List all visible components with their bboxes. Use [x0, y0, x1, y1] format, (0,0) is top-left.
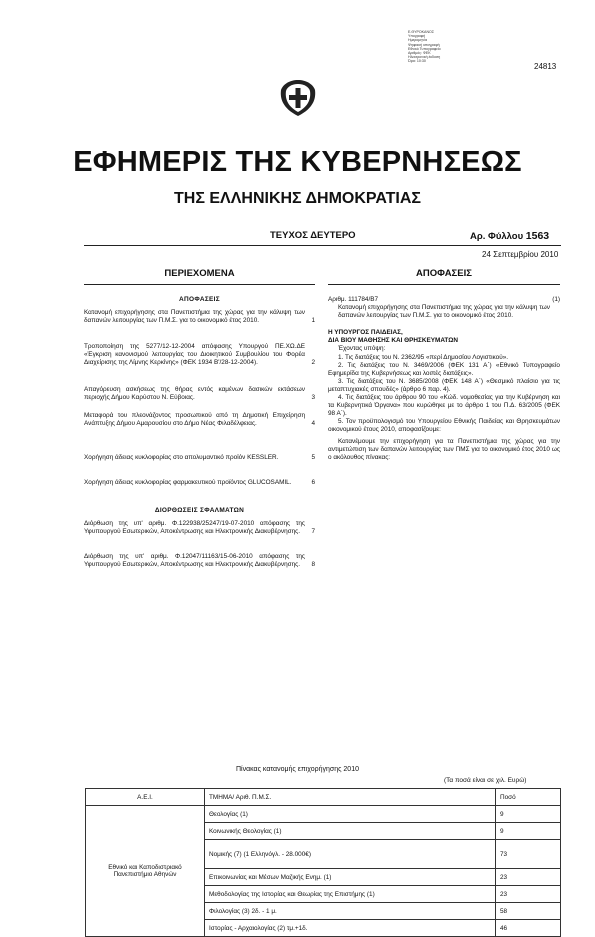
- toc-entry-text: Απαγόρευση ασκήσεως της θήρας εντός καμένων δασικών εκτάσεων περιοχής Δήμου Καρύστου Ν. Εύβοιας.: [84, 386, 305, 402]
- toc-entry-page: 1: [311, 317, 315, 325]
- toc-entry-page: 6: [311, 479, 315, 486]
- table-caption: Πίνακας κατανομής επιχορήγησης 2010: [235, 766, 359, 773]
- stamp-line: Εθνικό Τυπογραφείο: [408, 46, 441, 51]
- contents-heading: ΠΕΡΙΕΧΟΜΕΝΑ: [164, 268, 235, 279]
- decisions-heading: ΑΠΟΦΑΣΕΙΣ: [416, 268, 472, 279]
- considering-label: Έχοντας υπόψη:: [338, 345, 386, 353]
- toc-entry-text: Τροποποίηση της 5277/12-12-2004 απόφασης Υπουργού ΠΕ.ΧΩ.ΔΕ «Έγκριση κανονισμού λειτουργίας του Διοικητικού Συμβουλίου του Φορέα Διαχείρισης της Λίμνης Κερκίνης» (ΦΕΚ 1934 Β'/28-12-2004).: [84, 343, 305, 367]
- decisions-section-label: ΑΠΟΦΑΣΕΙΣ: [179, 296, 220, 303]
- stamp-line: Ψηφιακή υπογραφή: [408, 42, 440, 47]
- toc-entry-text: Διόρθωση της υπ' αριθμ. Φ.122938/25247/19-07-2010 απόφασης της Υφυπουργού Εσωτερικών, Αποκέντρωσης και Ηλεκτρονικής Διακυβέρνησης.: [84, 520, 305, 536]
- stamp-line: Ημερομηνία: [408, 38, 428, 43]
- header-rule: [84, 245, 561, 246]
- stamp-line: Ώρα: 10:30: [408, 59, 426, 64]
- toc-entry[interactable]: [84, 520, 315, 536]
- decision-ref-line: [328, 296, 560, 304]
- gazette-subtitle: ΤΗΣ ΕΛΛΗΝΙΚΗΣ ΔΗΜΟΚΡΑΤΙΑΣ: [174, 190, 421, 207]
- allocation-table: [85, 788, 561, 937]
- column-header-institution: Α.Ε.Ι.: [86, 789, 205, 806]
- toc-entry-text: Χορήγηση άδειας κυκλοφορίας στο απολυμαντικό προϊόν KESSLER.: [84, 454, 279, 461]
- department-cell: Επικοινωνίας και Μέσων Μαζικής Ενημ. (1): [205, 869, 496, 886]
- department-cell: Μεθοδολογίας της Ιστορίας και Θεωρίας της Επιστήμης (1): [205, 886, 496, 903]
- toc-entry[interactable]: [84, 479, 315, 487]
- issue-date: 24 Σεπτεμβρίου 2010: [482, 250, 559, 259]
- amount-cell: 23: [496, 869, 561, 886]
- toc-entry[interactable]: [84, 386, 315, 402]
- toc-entry-page: 5: [311, 454, 315, 461]
- legal-basis-item: 4. Τις διατάξεις του άρθρου 90 του «Κώδ. νομοθεσίας για την Κυβέρνηση και τα Κυβερνητικά Όργανα» που κυρώθηκε με το άρθρο 1 του Π.Δ. 63/2005 (ΦΕΚ 98 Α΄).: [328, 394, 560, 418]
- sheet-value: 1563: [525, 230, 550, 242]
- amount-cell: 9: [496, 823, 561, 840]
- department-cell: Φιλολογίας (3) 2δ. - 1 μ.: [205, 903, 496, 920]
- decision-ref: Αριθμ. 111784/Β7: [328, 296, 379, 303]
- table-row: [86, 806, 561, 823]
- department-cell: Κοινωνικής Θεολογίας (1): [205, 823, 496, 840]
- decisions-rule: [328, 284, 560, 285]
- authority-line: ΔΙΑ ΒΙΟΥ ΜΑΘΗΣΗΣ ΚΑΙ ΘΡΗΣΚΕΥΜΑΤΩΝ: [328, 337, 458, 345]
- department-cell: Ιστορίας - Αρχαιολογίας (2) τμ.+1δ.: [205, 920, 496, 937]
- stamp-line: Ε.ΘΥΡΟΚΑΝΟΣ: [408, 30, 435, 34]
- table-header-row: [86, 789, 561, 806]
- toc-entry-text: Κατανομή επιχορήγησης στα Πανεπιστήμια της χώρας για την κάλυψη των δαπανών λειτουργίας των Π.Μ.Σ. για το οικονομικό έτος 2010.: [84, 309, 305, 325]
- amount-cell: 46: [496, 920, 561, 937]
- toc-entry-text: Χορήγηση άδειας κυκλοφορίας φαρμακευτικού προϊόντος GLUCOSAMIL.: [84, 479, 292, 486]
- toc-entry-page: 2: [311, 359, 315, 367]
- toc-entry[interactable]: [84, 553, 315, 569]
- decision-body: [328, 296, 560, 462]
- decision-ref-number: (1): [552, 296, 560, 303]
- page-number: 24813: [534, 62, 557, 71]
- toc-entry-page: 7: [311, 528, 315, 536]
- gazette-title: ΕΦΗΜΕΡΙΣ ΤΗΣ ΚΥΒΕΡΝΗΣΕΩΣ: [73, 146, 522, 178]
- legal-basis-item: 3. Τις διατάξεις του Ν. 3685/2008 (ΦΕΚ 148 Α΄) «Θεσμικό πλαίσιο για τις μεταπτυχιακές σπουδές» (άρθρο 6 παρ. 4).: [328, 377, 560, 393]
- department-cell: Θεολογίας (1): [205, 806, 496, 823]
- column-header-amount: Ποσό: [496, 789, 561, 806]
- sheet-label: Αρ. Φύλλου: [470, 231, 524, 242]
- toc-entry-page: 3: [311, 394, 315, 402]
- department-cell: Νομικής (7) (1 Ελληνόγλ. - 28.000€): [205, 840, 496, 869]
- greek-coat-of-arms-icon: [278, 78, 318, 118]
- decision-summary: Κατανομή επιχορήγησης στα Πανεπιστήμια της χώρας για την κάλυψη των δαπανών λειτουργίας των Π.Μ.Σ. για το οικονομικό έτος 2010.: [338, 304, 550, 320]
- legal-basis-item: 2. Τις διατάξεις του Ν. 3469/2006 (ΦΕΚ 131 Α΄) «Εθνικό Τυπογραφείο Εφημερίδα της Κυβερνήσεως και λοιπές διατάξεις».: [328, 361, 560, 377]
- contents-rule: [84, 284, 315, 285]
- legal-basis-item: 5. Τον προϋπολογισμό του Υπουργείου Εθνικής Παιδείας και Θρησκευμάτων οικονομικού έτους 2010, αποφασίζουμε:: [328, 418, 560, 434]
- table-unit-note: (Τα ποσά είναι σε χιλ. Ευρώ): [444, 777, 527, 784]
- toc-entry-page: 8: [311, 561, 315, 569]
- toc-entry-text: Μεταφορά του πλεονάζοντος προσωπικού από τη Δημοτική Επιχείρηση Ανάπτυξης Δήμου Αμαρουσίου στο Δήμο Νέας Φιλαδέλφειας.: [84, 412, 305, 428]
- corrections-section-label: ΔΙΟΡΘΩΣΕΙΣ ΣΦΑΛΜΑΤΩΝ: [154, 507, 245, 514]
- institution-cell: Εθνικό και Καποδιστριακό Πανεπιστήμιο Αθηνών: [86, 806, 205, 937]
- issue-label: ΤΕΥΧΟΣ ΔΕΥΤΕΡΟ: [270, 230, 356, 241]
- toc-entry[interactable]: [84, 412, 315, 428]
- legal-basis-item: 1. Τις διατάξεις του Ν. 2362/95 «περί Δημοσίου Λογιστικού».: [338, 353, 509, 361]
- authority-line: Η ΥΠΟΥΡΓΟΣ ΠΑΙΔΕΙΑΣ,: [328, 329, 403, 337]
- amount-cell: 58: [496, 903, 561, 920]
- toc-entry-page: 4: [311, 420, 315, 428]
- stamp-line: Ηλεκτρονική έκδοση: [408, 55, 441, 60]
- toc-entry[interactable]: [84, 309, 315, 325]
- stamp-line: Αριθμός: ΦΕΚ: [408, 51, 431, 56]
- sheet-number: [470, 230, 549, 242]
- decision-text: Κατανέμουμε την επιχορήγηση για τα Πανεπιστήμια της χώρας για την αντιμετώπιση των δαπανών λειτουργίας των ΠΜΣ για το οικονομικό έτος 2010 ως ο ακόλουθος πίνακας:: [328, 437, 560, 461]
- stamp-line: Υπογραφή: [408, 34, 426, 39]
- digital-signature-stamp: [408, 30, 538, 64]
- toc-entry[interactable]: [84, 454, 315, 462]
- amount-cell: 23: [496, 886, 561, 903]
- toc-entry-text: Διόρθωση της υπ' αριθμ. Φ.12047/11163/15-06-2010 απόφασης της Υφυπουργού Εσωτερικών, Αποκέντρωσης και Ηλεκτρονικής Διακυβέρνησης.: [84, 553, 305, 569]
- amount-cell: 73: [496, 840, 561, 869]
- amount-cell: 9: [496, 806, 561, 823]
- toc-entry[interactable]: [84, 343, 315, 367]
- column-header-department: ΤΜΗΜΑ/ Αριθ. Π.Μ.Σ.: [205, 789, 496, 806]
